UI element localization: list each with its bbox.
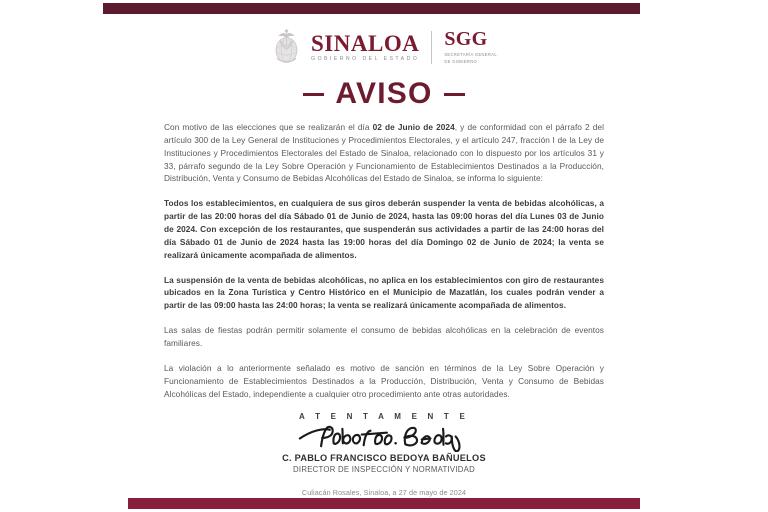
handwritten-signature-icon — [289, 422, 479, 452]
p3-mazatlan-exception-segment-0: La suspensión de la venta de bebidas alcohólicas, no aplica en los establecimientos con giro de restaurantes ubicados en la Zona Turística y Centro Histórico en el Municipio de Mazatlán, los cuales podrán vender a partir de las 09:00 hasta las 24:00 horas; la venta se realizará únicamente acompañada de alimentos. — [164, 274, 604, 311]
bottom-decorative-rule — [128, 498, 640, 509]
sinaloa-state-name: SINALOA — [311, 30, 420, 56]
header-divider — [431, 31, 432, 64]
document-sheet — [128, 14, 640, 498]
sgg-agency-name: SECRETARÍA GENERAL DE GOBIERNO — [444, 52, 497, 64]
document-body — [164, 109, 604, 400]
sgg-wordmark — [444, 29, 497, 64]
p4-party-halls — [164, 324, 604, 350]
p5-sanctions-segment-0: La violación a lo anteriormente señalado es motivo de sanción en términos de la Ley Sobre Operación y Funcionamiento de Establecimientos Destinados a la Producción, Distribución, Venta y Consumo de Bebidas Alcohólicas del Estado, independiente a cualquier otro procedimiento ante otras autoridades. — [164, 362, 604, 399]
sinaloa-wordmark — [311, 32, 419, 63]
signature-block — [128, 412, 640, 497]
top-decorative-rule — [103, 3, 640, 14]
p2-suspension-hours-segment-0: Todos los establecimientos, en cualquiera de sus giros deberán suspender la venta de bebidas alcohólicas, a partir de las 20:00 horas del día Sábado 01 de Junio de 2024, hasta las 09:00 horas del día Lunes 03 de Junio de 2024. Con excepción de los restaurantes, que suspenderán sus actividades a partir de las 24:00 horas del día Sábado 01 de Junio de 2024 hasta las 19:00 horas del día Domingo 02 de Junio de 2024; la venta se realizará únicamente acompañada de alimentos. — [164, 198, 604, 260]
page-title-row — [128, 79, 640, 109]
closing-salutation: A T E N T A M E N T E — [299, 412, 469, 422]
p5-sanctions — [164, 362, 604, 401]
sinaloa-state-crest-icon — [271, 28, 302, 66]
p1-legal-basis-segment-1: 02 de Junio de 2024 — [372, 122, 455, 132]
p2-suspension-hours — [164, 197, 604, 261]
p3-mazatlan-exception — [164, 274, 604, 313]
signer-role: DIRECTOR DE INSPECCIÓN Y NORMATIVIDAD — [293, 465, 475, 475]
p1-legal-basis — [164, 121, 604, 185]
p1-legal-basis-segment-2: , y de conformidad con el párrafo 2 del artículo 300 de la Ley General de Instituciones y Procedimientos Electorales, y el artículo 247, fracción I de la Ley de Instituciones y Procedimientos Electorales del Estado de Sinaloa, relacionado con lo dispuesto por los artículos 31 y 33, párrafo segundo de la Ley Sobre Operación y Funcionamiento de Establecimientos Destinados a la Producción, Distribución, Venta y Consumo de Bebidas Alcohólicas del Estado de Sinaloa, se informa lo siguiente: — [164, 122, 604, 184]
sinaloa-state-tagline: GOBIERNO DEL ESTADO — [311, 56, 420, 63]
page-title: AVISO — [335, 77, 433, 110]
place-and-date: Culiacán Rosales, Sinaloa, a 27 de mayo de 2024 — [301, 488, 467, 498]
p1-legal-basis-segment-0: Con motivo de las elecciones que se realizarán el día — [164, 122, 373, 132]
title-dash-left-icon — [303, 93, 324, 96]
p4-party-halls-segment-0: Las salas de fiestas podrán permitir solamente el consumo de bebidas alcohólicas en la celebración de eventos familiares. — [164, 325, 604, 349]
title-dash-right-icon — [444, 93, 465, 96]
document-header — [128, 14, 640, 70]
signer-name: C. PABLO FRANCISCO BEDOYA BAÑUELOS — [282, 453, 486, 464]
sgg-abbreviation: SGG — [444, 28, 488, 51]
